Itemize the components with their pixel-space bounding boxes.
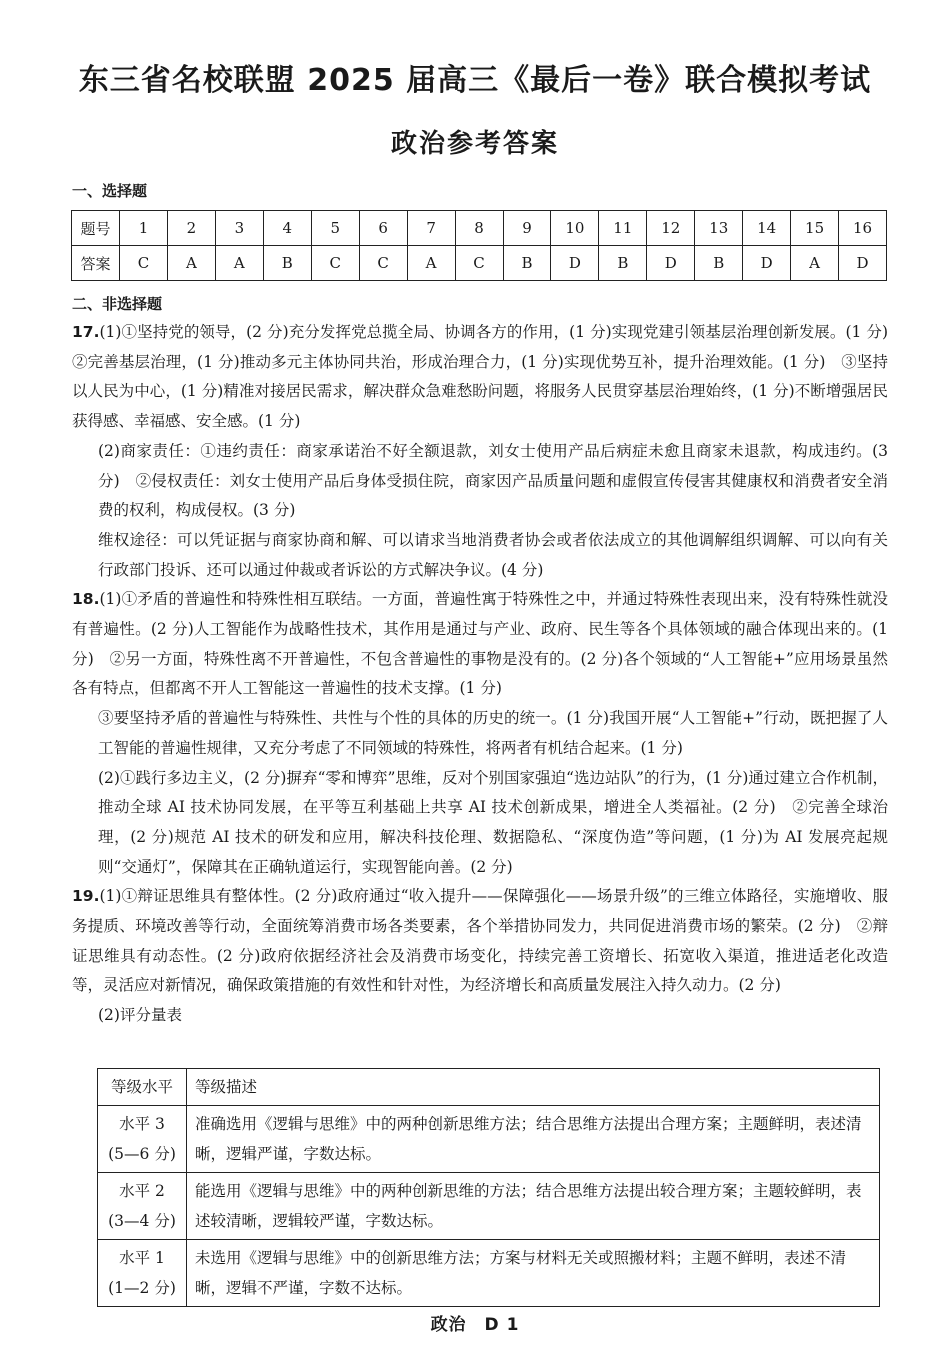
rubric-level-cell: 水平 2 (3—4 分) bbox=[98, 1173, 187, 1240]
question-number-cell: 11 bbox=[599, 211, 647, 246]
page-footer: 政治 D 1 bbox=[430, 1315, 520, 1335]
answer-cell: A bbox=[167, 246, 215, 281]
rubric-header-row bbox=[98, 1069, 880, 1106]
rubric-desc-cell: 能选用《逻辑与思维》中的两种创新思维的方法；结合思维方法提出较合理方案；主题较鲜明，表述较清晰，逻辑较严谨，字数达标。 bbox=[187, 1173, 880, 1240]
answer-cell: B bbox=[695, 246, 743, 281]
q17-part3: 维权途径：可以凭证据与商家协商和解、可以请求当地消费者协会或者依法成立的其他调解组织调解、可以向有关行政部门投诉、还可以通过仲裁或者诉讼的方式解决争议。(4 分) bbox=[98, 530, 888, 579]
answer-cell: C bbox=[120, 246, 168, 281]
rubric-col-desc: 等级描述 bbox=[187, 1069, 880, 1106]
q18-part2: ③要坚持矛盾的普遍性与特殊性、共性与个性的具体的历史的统一。(1 分)我国开展“人工智能+”行动，既把握了人工智能的普遍性规律，又充分考虑了不同领域的特殊性，将两者有机结合起来。(1 分) bbox=[98, 709, 888, 757]
q19-part2: (2)评分量表 bbox=[98, 1006, 182, 1025]
question-number-cell: 16 bbox=[839, 211, 887, 246]
rubric-row bbox=[98, 1173, 880, 1240]
answer-cell: D bbox=[647, 246, 695, 281]
answer-cell: D bbox=[743, 246, 791, 281]
table-row-numbers bbox=[72, 211, 887, 246]
question-number-18: 18. bbox=[72, 590, 100, 609]
row-label-answer: 答案 bbox=[72, 246, 120, 281]
question-number-cell: 13 bbox=[695, 211, 743, 246]
essay-answers bbox=[72, 318, 904, 1031]
rubric-row bbox=[98, 1106, 880, 1173]
question-number-cell: 1 bbox=[120, 211, 168, 246]
choice-answer-table bbox=[71, 210, 887, 281]
section-heading-choice: 一、选择题 bbox=[72, 182, 148, 200]
question-number-cell: 12 bbox=[647, 211, 695, 246]
answer-cell: D bbox=[839, 246, 887, 281]
q18-part3: (2)①践行多边主义，(2 分)摒弃“零和博弈”思维，反对个别国家强迫“选边站队”的行为，(1 分)通过建立合作机制，推动全球 AI 技术协同发展，在平等互利基础上共享 AI 技术创新成果，增进全人类福祉。(2 分) ②完善全球治理，(2 分)规范 AI 技术的研发和应用，解决科技伦理、数据隐私、“深度伪造”等问题，(1 分)为 AI 发展亮起规则“交通灯”，保障其在正确轨道运行，实现智能向善。(2 分) bbox=[98, 768, 888, 876]
rubric-desc-cell: 准确选用《逻辑与思维》中的两种创新思维方法；结合思维方法提出合理方案；主题鲜明，表述清晰，逻辑严谨，字数达标。 bbox=[187, 1106, 880, 1173]
question-number-cell: 6 bbox=[359, 211, 407, 246]
question-number-cell: 4 bbox=[263, 211, 311, 246]
answer-cell: D bbox=[551, 246, 599, 281]
page-subtitle: 政治参考答案 bbox=[390, 129, 559, 159]
rubric-level-cell: 水平 3 (5—6 分) bbox=[98, 1106, 187, 1173]
rubric-level-cell: 水平 1 (1—2 分) bbox=[98, 1240, 187, 1307]
scoring-rubric-table bbox=[97, 1068, 880, 1307]
question-number-cell: 10 bbox=[551, 211, 599, 246]
question-number-cell: 8 bbox=[455, 211, 503, 246]
question-number-17: 17. bbox=[72, 323, 100, 341]
row-label-question: 题号 bbox=[72, 211, 120, 246]
answer-cell: A bbox=[215, 246, 263, 281]
rubric-row bbox=[98, 1240, 880, 1307]
question-number-cell: 15 bbox=[791, 211, 839, 246]
answer-cell: B bbox=[599, 246, 647, 281]
q19-part1: 19.(1)①辩证思维具有整体性。(2 分)政府通过“收入提升——保障强化——场景升级”的三维立体路径，实施增收、服务提质、环境改善等行动，全面统筹消费市场各类要素，各个举措协同发力，共同促进消费市场的繁荣。(2 分) ②辩证思维具有动态性。(2 分)政府依据经济社会及消费市场变化，持续完善工资增长、拓宽收入渠道，推进适老化改造等，灵活应对新情况，确保政策措施的有效性和针对性，为经济增长和高质量发展注入持久动力。(2 分) bbox=[72, 887, 888, 995]
q17-part2: (2)商家责任：①违约责任：商家承诺治不好全额退款，刘女士使用产品后病症未愈且商家未退款，构成违约。(3 分) ②侵权责任：刘女士使用产品后身体受损住院，商家因产品质量问题和虚假宣传侵害其健康权和消费者安全消费的权利，构成侵权。(3 分) bbox=[98, 441, 888, 520]
q18-part1: 18.(1)①矛盾的普遍性和特殊性相互联结。一方面，普遍性寓于特殊性之中，并通过特殊性表现出来，没有特殊性就没有普遍性。(2 分)人工智能作为战略性技术，其作用是通过与产业、政府、民生等各个具体领域的融合体现出来的。(1 分) ②另一方面，特殊性离不开普遍性，不包含普遍性的事物是没有的。(2 分)各个领域的“人工智能+”应用场景虽然各有特点，但都离不开人工智能这一普遍性的技术支撑。(1 分) bbox=[72, 590, 888, 698]
section-heading-essay: 二、非选择题 bbox=[72, 295, 163, 313]
question-number-cell: 14 bbox=[743, 211, 791, 246]
rubric-col-level: 等级水平 bbox=[98, 1069, 187, 1106]
answer-cell: B bbox=[503, 246, 551, 281]
question-number-cell: 9 bbox=[503, 211, 551, 246]
question-number-19: 19. bbox=[72, 887, 100, 906]
question-number-cell: 5 bbox=[311, 211, 359, 246]
answer-cell: C bbox=[455, 246, 503, 281]
table-row-answers bbox=[72, 246, 887, 281]
question-number-cell: 2 bbox=[167, 211, 215, 246]
page-title: 东三省名校联盟 2025 届高三《最后一卷》联合模拟考试 bbox=[78, 63, 872, 98]
q17-part1: 17.(1)①坚持党的领导，(2 分)充分发挥党总揽全局、协调各方的作用，(1 分)实现党建引领基层治理创新发展。(1 分) ②完善基层治理，(1 分)推动多元主体协同共治，形成治理合力，(1 分)实现优势互补，提升治理效能。(1 分) ③坚持以人民为中心，(1 分)精准对接居民需求，解决群众急难愁盼问题，将服务人民贯穿基层治理始终，(1 分)不断增强居民获得感、幸福感、安全感。(1 分) bbox=[72, 323, 904, 431]
answer-cell: A bbox=[407, 246, 455, 281]
answer-cell: A bbox=[791, 246, 839, 281]
question-number-cell: 3 bbox=[215, 211, 263, 246]
answer-cell: C bbox=[359, 246, 407, 281]
question-number-cell: 7 bbox=[407, 211, 455, 246]
rubric-desc-cell: 未选用《逻辑与思维》中的创新思维方法；方案与材料无关或照搬材料；主题不鲜明，表述不清晰，逻辑不严谨，字数不达标。 bbox=[187, 1240, 880, 1307]
answer-cell: B bbox=[263, 246, 311, 281]
answer-cell: C bbox=[311, 246, 359, 281]
